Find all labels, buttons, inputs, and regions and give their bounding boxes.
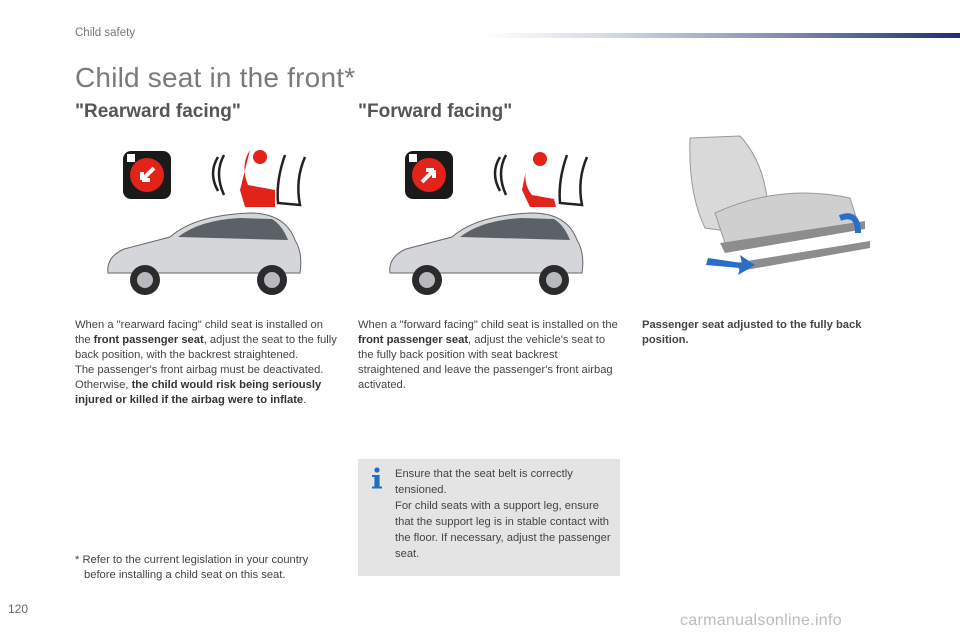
footnote: * Refer to the current legislation in your country before installing a child seat on this seat. [75,554,309,581]
rearward-heading: "Rearward facing" [75,101,241,122]
injury-warning-emphasis: the child would risk being seriously injured or killed if the airbag were to inflate [75,379,322,406]
header-bar [480,33,960,38]
info-box [358,459,620,576]
hatchback-car-illustration [108,213,301,295]
page-number: 120 [8,602,29,616]
info-icon [371,467,383,489]
rear-facing-child-seat-icon [213,150,305,207]
front-passenger-seat-emphasis: front passenger seat [93,334,204,346]
hatchback-car-illustration [390,213,583,295]
airbag-off-switch-icon [123,151,171,199]
front-passenger-seat-emphasis: front passenger seat [358,334,469,346]
watermark: carmanualsonline.info [680,612,842,629]
forward-facing-child-seat-icon [495,152,587,207]
forward-facing-illustration [382,145,597,305]
seat-adjustment-illustration [680,133,880,288]
rearward-facing-illustration [100,145,315,305]
forward-heading: "Forward facing" [358,101,513,122]
seat-caption: Passenger seat adjusted to the fully back position. [642,319,862,346]
airbag-on-switch-icon [405,151,453,199]
info-text: Ensure that the seat belt is correctly tensioned. For child seats with a support leg, ensure that the support leg is in stable contact with the floor. If necessary, adjust the passenger seat. [395,468,611,560]
page-title: Child seat in the front* [75,62,356,93]
forward-instructions: When a "forward facing" child seat is installed on the front passenger seat, adjust the vehicle's seat to the fully back position with seat backrest straightened and leave the passenger's front airbag activated. [358,319,618,391]
section-label: Child safety [75,27,136,39]
rearward-instructions: When a "rearward facing" child seat is installed on the front passenger seat, adjust the seat to the fully back position, with the backrest straightened. The passenger's front airbag must be deactivated. Otherwise, the child would risk being seriously injured or killed if the airbag were to inflate. [75,319,337,406]
slide-back-arrow-icon [706,255,755,275]
